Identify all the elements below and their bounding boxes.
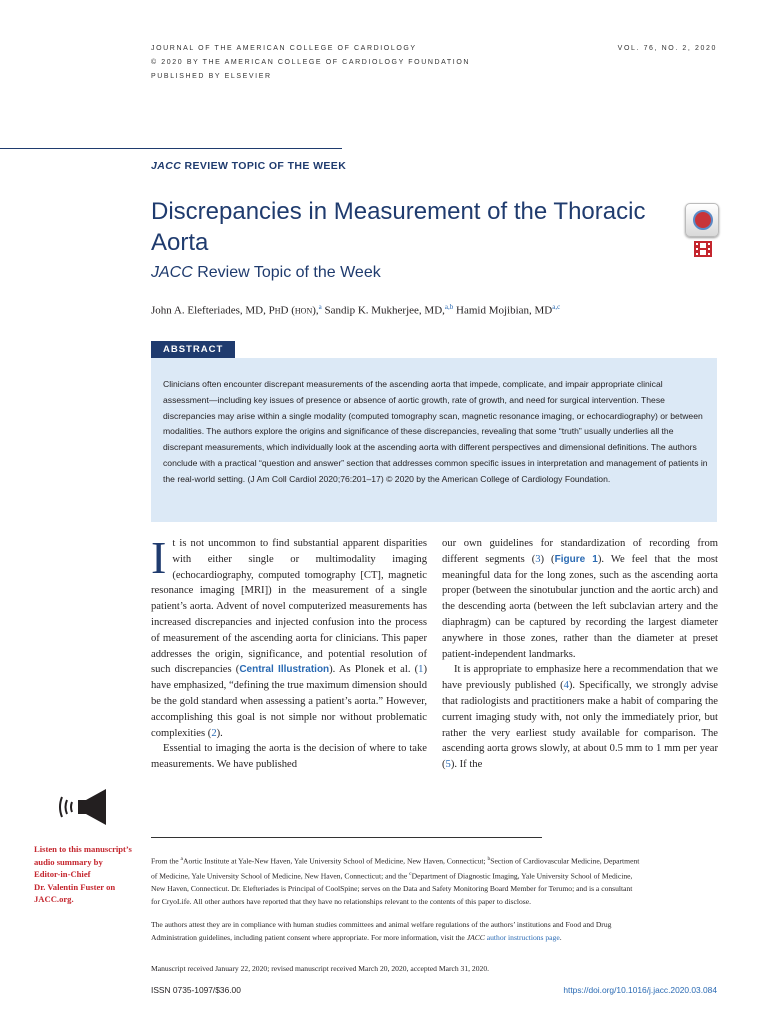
video-film-icon[interactable] xyxy=(693,240,713,258)
abstract-label: ABSTRACT xyxy=(151,341,235,358)
publisher-line: PUBLISHED BY ELSEVIER xyxy=(151,73,272,80)
doi-link[interactable]: https://doi.org/10.1016/j.jacc.2020.03.084 xyxy=(563,985,717,995)
affiliation-link[interactable]: a,b xyxy=(444,303,454,311)
crossmark-icon[interactable] xyxy=(685,203,719,237)
author-list: John A. Elefteriades, MD, PhD (hon),$^a$ Sandip K. Mukherjee, MD,$^{a,b}$ Hamid Mojibian, MD$^{a,c}$ xyxy=(151,303,561,317)
affiliations-footnote: From the $^a$Aortic Institute at Yale-New Haven, Yale University School of Medicine, New Haven, Connecticut; $^b$Section of Cardiovascular Medicine, Department of Medicine, Yale University School of Medicine, New Haven, Connecticut; and the $^c$Department of Diagnostic Imaging, Yale University School of Medicine, New Haven, Connecticut. Dr. Elefteriades is Principal of CoolSpine; serves on the Data and Safety Monitoring Board Member for Terumo; and is a consultant for CryoLife. All other authors have reported that they have no relationships relevant to the contents of this paper to disclose. xyxy=(151,856,640,907)
central-illustration-link[interactable]: Central Illustration xyxy=(239,664,330,676)
section-divider xyxy=(0,148,342,149)
reference-link[interactable]: 3 xyxy=(535,553,541,565)
article-subtitle: JACC Review Topic of the Week xyxy=(151,264,381,281)
article-title: Discrepancies in Measurement of the Thoracic Aorta xyxy=(151,198,646,256)
audio-speaker-icon[interactable] xyxy=(58,785,110,829)
section-kicker: JACC REVIEW TOPIC OF THE WEEK xyxy=(151,160,347,172)
body-column-left: It is not uncommon to find substantial apparent disparities with either single or multimodality imaging (echocardiography, computed tomography [CT], magnetic resonance imaging [MRI]) in the measurement of a single patient’s aorta. Advent of novel computerized measurements has increased discrepancies and injected confusion into the process of measurement of the ascending aorta for clinicians. This paper addresses the origin, significance, and potential resolution of such discrepancies (Central Illustration). As Plonek et al. (1) have emphasized, “defining the true maximum dimension should be the gold standard when assessing a patient’s aorta.” However, accomplishing this goal is not simple nor without problematic complexities (2). Essential to imaging the aorta is the decision of where to take measurements. We have published xyxy=(151,532,427,771)
figure-1-link[interactable]: Figure 1 xyxy=(554,553,598,565)
audio-summary-note[interactable]: Listen to this manuscript’s audio summary by Editor-in-Chief Dr. Valentin Fuster on JACC.org. xyxy=(34,844,132,905)
affiliation-link[interactable]: a,c xyxy=(552,303,561,311)
manuscript-dates: Manuscript received January 22, 2020; revised manuscript received March 20, 2020, accepted March 31, 2020. xyxy=(151,964,490,973)
body-column-right: our own guidelines for standardization of recording from different segments (3) (Figure 1). We feel that the most meaningful data for the long zones, such as the ascending aorta proper (between the sinotubular junction and the aortic arch) and the descending aorta (between the left subclavian artery and the diaphragm) can be captured by recording the largest diameter anywhere in those zones, rather than the diameter at preset patient-independent landmarks. It is appropriate to emphasize here a recommendation that we have previously published (4). Specifically, we strongly advise that radiologists and practitioners make a habit of comparing the current imaging study with, not only the immediately prior, but rather the very earliest study available for comparison. The ascending aorta grows slowly, at about 0.5 mm to 1 mm per year (5). If the xyxy=(442,538,718,771)
reference-link[interactable]: 1 xyxy=(418,664,424,676)
copyright-line: © 2020 BY THE AMERICAN COLLEGE OF CARDIOLOGY FOUNDATION xyxy=(151,59,471,66)
abstract-text: Clinicians often encounter discrepant measurements of the ascending aorta that impede, complicate, and impair appropriate clinical assessment—including key issues of presence or absence of aortic growth, rate of growth, and need for surgical intervention. These discrepancies may arise within a single modality (computed tomography scan, magnetic resonance imaging, or echocardiography) or between modalities. The authors explore the origins and significance of these discrepancies, revealing that some “truth” usually underlies all the discrepant measurements, which individually look at the ascending aorta with different perspectives and dimensional definitions. The authors conclude with a practical “question and answer” section that addresses common specific issues in interpretation and management of patients in the real-world setting. (J Am Coll Cardiol 2020;76:201–17) © 2020 by the American College of Cardiology Foundation. xyxy=(163,379,708,484)
reference-link[interactable]: 4 xyxy=(563,680,569,692)
reference-link[interactable]: 2 xyxy=(211,727,217,739)
reference-link[interactable]: 5 xyxy=(445,759,451,771)
author-instructions-link[interactable]: author instructions page xyxy=(484,933,560,942)
volume-info: VOL. 76, NO. 2, 2020 xyxy=(617,45,717,52)
attestation-footnote: The authors attest they are in compliance with human studies committees and animal welfare regulations of the authors’ institutions and Food and Drug Administration guidelines, including patient consent where appropriate. For more information, visit the JACC author instructions page. xyxy=(151,920,612,942)
drop-cap: I xyxy=(151,532,167,583)
journal-name: JOURNAL OF THE AMERICAN COLLEGE OF CARDIOLOGY xyxy=(151,45,417,52)
affiliation-link[interactable]: a xyxy=(318,303,322,311)
footnote-divider xyxy=(151,837,542,838)
issn: ISSN 0735-1097/$36.00 xyxy=(151,985,241,995)
